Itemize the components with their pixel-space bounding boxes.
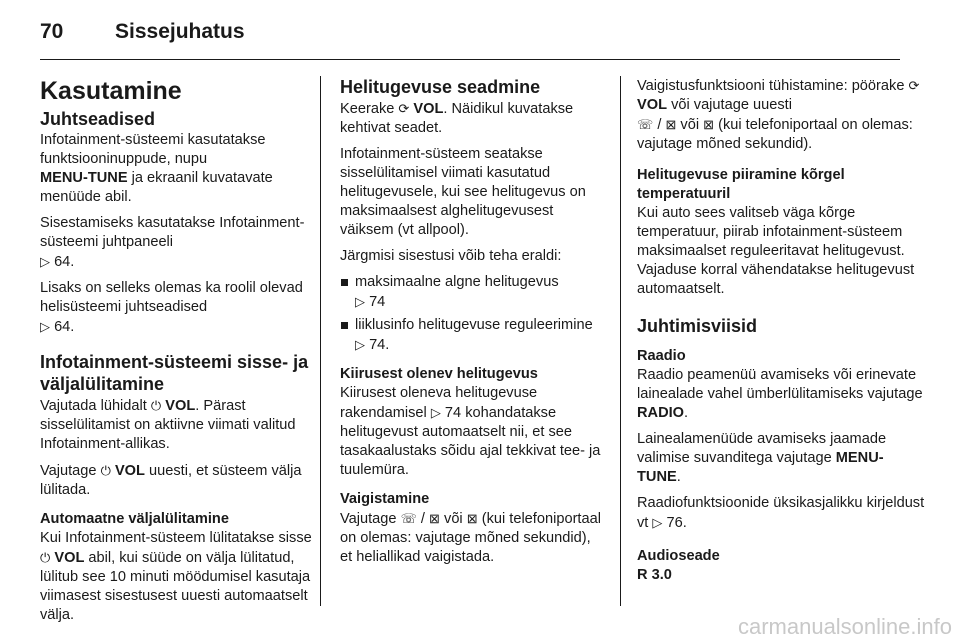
paragraph: Lainealamenüüde avamiseks jaamade valimise suvanditega vajutage MENU-TUNE. [637, 431, 887, 485]
paragraph: Vajutage ⏻ VOL uuesti, et süsteem välja lülitada. [40, 463, 302, 498]
power-icon: ⏻ [40, 550, 51, 565]
heading-temp-limit: Helitugevuse piiramine kõrgel temperatuuril [637, 167, 845, 202]
paragraph: Kui auto sees valitseb väga kõrge temperatuur, piirab infotainment-süsteem maksimaalset reguleeritavat helitugevust. Vajaduse korral vähendatakse helitugevust automaatselt. [637, 205, 915, 297]
reference-arrow-icon: ▷ [40, 254, 50, 269]
paragraph: Raadio peamenüü avamiseks või erinevate lainealade vahel ümberlülitamiseks vajutage RADIO. [637, 367, 923, 421]
reference-arrow-icon: ▷ [430, 405, 441, 420]
phone-icon: ☏ [400, 511, 417, 526]
paragraph: Infotainment-süsteemi kasutatakse funktsiooninuppude, nupu MENU-TUNE ja ekraanil kuvatavate menüüde abil. [40, 132, 273, 205]
paragraph: Kui Infotainment-süsteem lülitatakse sisse ⏻ VOL abil, kui süüde on välja lülitatud, lülitub see 10 minuti möödumisel kasutaja viimasest sisestusest uuesti automaatselt välja. [40, 530, 312, 623]
paragraph: Sisestamiseks kasutatakse Infotainment-süsteemi juhtpaneeli ▷ 64. [40, 215, 305, 270]
page-reference: 74 [369, 294, 386, 310]
page-reference: 76. [666, 515, 687, 531]
key-label: VOL [114, 463, 145, 479]
heading-audio: Audioseade [637, 548, 720, 564]
rotary-knob-icon: ⟳ [908, 78, 920, 93]
section-heading-usage: Kasutamine [40, 77, 182, 105]
heading-on-off: Infotainment-süsteemi sisse- ja väljalülitamine [40, 352, 309, 394]
column-divider [620, 76, 621, 606]
mute-icon: ⊠ [665, 117, 677, 132]
key-label: VOL [637, 97, 667, 113]
column-1 [40, 76, 312, 632]
heading-model: R 3.0 [637, 567, 672, 583]
header-divider [40, 59, 900, 60]
paragraph: Keerake ⟳ VOL. Näidikul kuvatakse kehtivat seadet. [340, 101, 574, 136]
phone-icon: ☏ [637, 117, 654, 132]
column-divider [320, 76, 321, 606]
list-item: liiklusinfo helitugevuse reguleerimine ▷ 74. [340, 316, 606, 355]
list-item: maksimaalne algne helitugevus ▷ 74 [340, 273, 606, 312]
paragraph: Raadiofunktsioonide üksikasjalikku kirjeldust vt ▷ 76. [637, 495, 925, 531]
key-label: VOL [413, 101, 444, 117]
key-label: MENU-TUNE [637, 450, 884, 485]
key-label: VOL [165, 398, 196, 414]
column-3 [637, 76, 927, 585]
key-label: MENU-TUNE [40, 170, 128, 186]
heading-volume: Helitugevuse seadmine [340, 77, 541, 97]
paragraph: Infotainment-süsteem seatakse sisselülitamisel viimati kasutatud helitugevusele, kui see helitugevus on maksimaalsest alghelitugevusest väiksem (vt allpool). [340, 146, 586, 238]
page-reference: 74. [369, 337, 390, 353]
page-reference: 64. [54, 319, 75, 335]
reference-arrow-icon: ▷ [40, 319, 50, 334]
mute-icon: ⊠ [703, 117, 715, 132]
page-title: Sissejuhatus [115, 20, 245, 43]
heading-auto-off: Automaatne väljalülitamine [40, 511, 229, 527]
heading-modes: Juhtimisviisid [637, 316, 758, 336]
heading-mute: Vaigistamine [340, 491, 430, 507]
paragraph: Lisaks on selleks olemas ka roolil olevad helisüsteemi juhtseadised ▷ 64. [40, 280, 303, 335]
page-reference: 64. [54, 254, 75, 270]
paragraph: Vaigistusfunktsiooni tühistamine: pöörake ⟳ VOL või vajutage uuesti ☏ / ⊠ või ⊠ (kui telefoniportaal on olemas: vajutage mõned sekundid). [637, 78, 920, 152]
mute-icon: ⊠ [466, 511, 478, 526]
heading-radio: Raadio [637, 348, 686, 364]
key-label: RADIO [637, 405, 685, 421]
reference-arrow-icon: ▷ [652, 515, 663, 530]
paragraph: Kiirusest oleneva helitugevuse rakendamisel ▷ 74 kohandatakse helitugevust automaatselt nii, et see tasakaalustaks sõidu ajal tekkivat tee- ja tuulemüra. [340, 385, 601, 478]
page-reference: 74 [444, 405, 462, 421]
paragraph: Vajutada lühidalt ⏻ VOL. Pärast sisselülitamist on aktiivne viimati valitud Infotainment-allikas. [40, 398, 296, 452]
column-2 [340, 76, 606, 574]
rotary-knob-icon: ⟳ [398, 101, 410, 116]
page-header [40, 20, 920, 56]
paragraph: Järgmisi sisestusi võib teha eraldi: [340, 248, 562, 264]
key-label: VOL [54, 550, 85, 566]
mute-icon: ⊠ [429, 511, 440, 526]
watermark: carmanualsonline.info [737, 614, 952, 639]
reference-arrow-icon: ▷ [355, 294, 365, 309]
power-icon: ⏻ [150, 398, 162, 413]
page-number: 70 [40, 20, 64, 43]
power-icon: ⏻ [100, 463, 111, 478]
heading-speed-volume: Kiirusest olenev helitugevus [340, 366, 538, 382]
heading-controls: Juhtseadised [40, 109, 156, 129]
paragraph: Vajutage ☏ / ⊠ või ⊠ (kui telefoniportaal on olemas: vajutage mõned sekundid), et heliallikad vaigistada. [340, 511, 601, 565]
reference-arrow-icon: ▷ [355, 337, 365, 352]
bullet-list [340, 273, 606, 355]
